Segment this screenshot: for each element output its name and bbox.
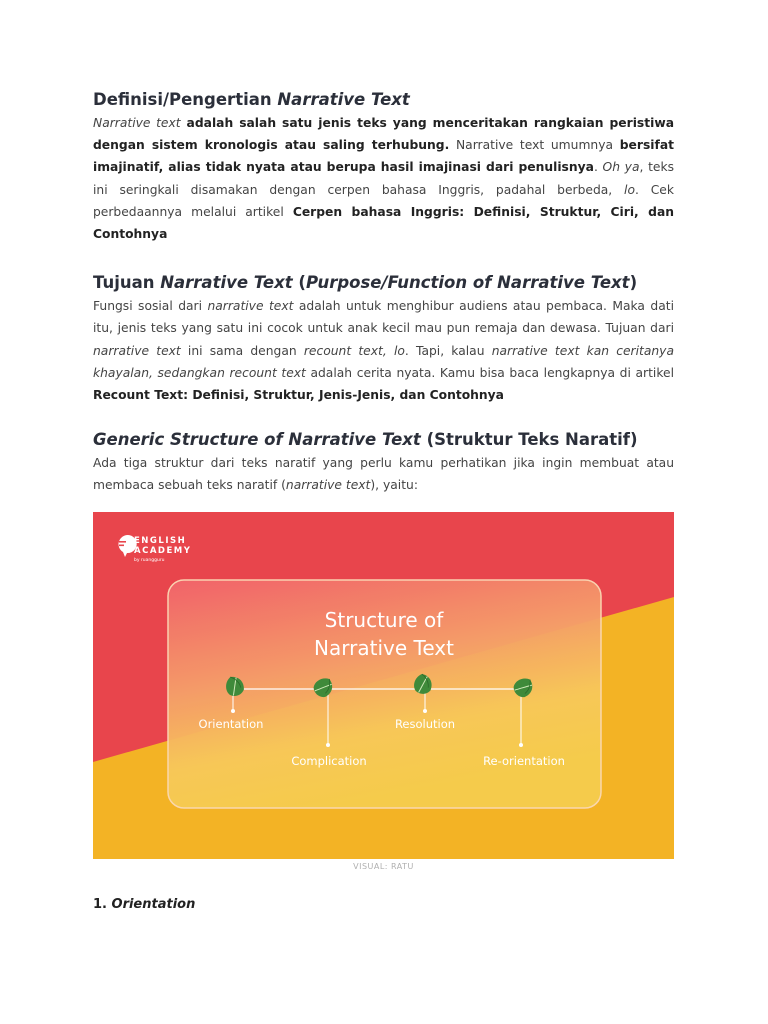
logo-byline: by ruangguru bbox=[134, 558, 165, 563]
text-italic: narrative text bbox=[207, 299, 294, 314]
heading-text: ( bbox=[292, 273, 306, 293]
text-italic: recount text, lo bbox=[303, 343, 405, 358]
list-label: Orientation bbox=[111, 897, 196, 912]
text: Narrative text umumnya bbox=[449, 138, 620, 153]
text: . Cek perbedaannya melalui artikel bbox=[93, 182, 674, 219]
text-italic: narrative text bbox=[285, 478, 371, 493]
text-bold: adalah salah satu jenis teks yang menceritakan rangkaian peristiwa dengan sistem kronologis atau saling terhubung. bbox=[93, 116, 674, 153]
heading-text: ) bbox=[629, 273, 638, 293]
list-number: 1. bbox=[93, 897, 112, 912]
text: . bbox=[593, 160, 603, 175]
logo-icon-line bbox=[119, 541, 126, 543]
heading-text: (Struktur Teks Naratif) bbox=[420, 430, 638, 450]
text-italic: narrative text kan ceritanya khayalan, sedangkan recount text bbox=[93, 343, 674, 380]
label-resolution: Resolution bbox=[394, 717, 456, 731]
label-reorientation: Re-orientation bbox=[483, 754, 565, 768]
timeline-dot bbox=[231, 709, 235, 713]
text: adalah untuk menghibur audiens atau pembaca. Maka dati itu, jenis teks yang satu ini cocok untuk anak kecil mau pun remaja dan dewasa. Tujuan dari bbox=[93, 299, 674, 336]
logo-icon-line bbox=[119, 545, 124, 547]
text-italic: lo bbox=[624, 182, 635, 197]
text: ini sama dengan bbox=[180, 343, 304, 358]
paragraph-definition bbox=[93, 112, 674, 245]
paragraph-structure-intro bbox=[93, 452, 674, 496]
card-title-line2: Narrative Text bbox=[314, 636, 454, 660]
heading-purpose bbox=[93, 271, 674, 295]
list-item-orientation bbox=[93, 897, 195, 912]
structure-infographic bbox=[93, 512, 674, 859]
label-complication: Complication bbox=[291, 754, 367, 768]
text-italic: Narrative text bbox=[93, 116, 181, 130]
heading-italic: Generic Structure of Narrative Text bbox=[93, 430, 421, 450]
heading-italic: Purpose/Function of Narrative Text bbox=[305, 273, 630, 293]
heading-italic: Narrative Text bbox=[160, 273, 293, 293]
heading-definition bbox=[93, 88, 674, 112]
text-italic: Oh ya bbox=[602, 160, 640, 175]
text: , teks ini seringkali disamakan dengan cerpen bahasa Inggris, padahal berbeda, bbox=[93, 160, 674, 197]
timeline-dot bbox=[423, 709, 427, 713]
text-bold: bersifat imajinatif, alias tidak nyata atau berupa hasil imajinasi dari penulisnya bbox=[93, 138, 675, 175]
heading-text: Tujuan bbox=[93, 273, 161, 293]
text: ), yaitu: bbox=[370, 478, 418, 493]
timeline-dot bbox=[519, 743, 523, 747]
article-body bbox=[93, 86, 674, 497]
heading-generic-structure bbox=[93, 428, 674, 452]
article-link-cerpen[interactable]: Cerpen bahasa Inggris: Definisi, Struktur, Ciri, dan Contohnya bbox=[93, 204, 674, 242]
image-credit: VISUAL: RATU bbox=[353, 862, 414, 871]
logo-english: ENGLISH bbox=[134, 536, 187, 546]
logo-academy: ACADEMY bbox=[134, 546, 192, 556]
text: adalah cerita nyata. Kamu bisa baca lengkapnya di artikel bbox=[305, 365, 674, 380]
card-title-line1: Structure of bbox=[324, 608, 444, 632]
text: Ada tiga struktur dari teks naratif yang perlu kamu perhatikan jika ingin membuat atau membaca sebuah teks naratif ( bbox=[93, 456, 674, 493]
text-italic: narrative text bbox=[93, 343, 181, 358]
paragraph-purpose bbox=[93, 295, 674, 406]
infographic-svg bbox=[93, 512, 674, 859]
heading-text: Definisi/Pengertian bbox=[93, 90, 278, 109]
heading-italic: Narrative Text bbox=[277, 90, 410, 109]
article-link-recount[interactable]: Recount Text: Definisi, Struktur, Jenis-Jenis, dan Contohnya bbox=[93, 388, 504, 403]
timeline-dot bbox=[326, 743, 330, 747]
label-orientation: Orientation bbox=[198, 717, 264, 731]
text: . Tapi, kalau bbox=[404, 343, 492, 358]
text: Fungsi sosial dari bbox=[93, 299, 208, 314]
